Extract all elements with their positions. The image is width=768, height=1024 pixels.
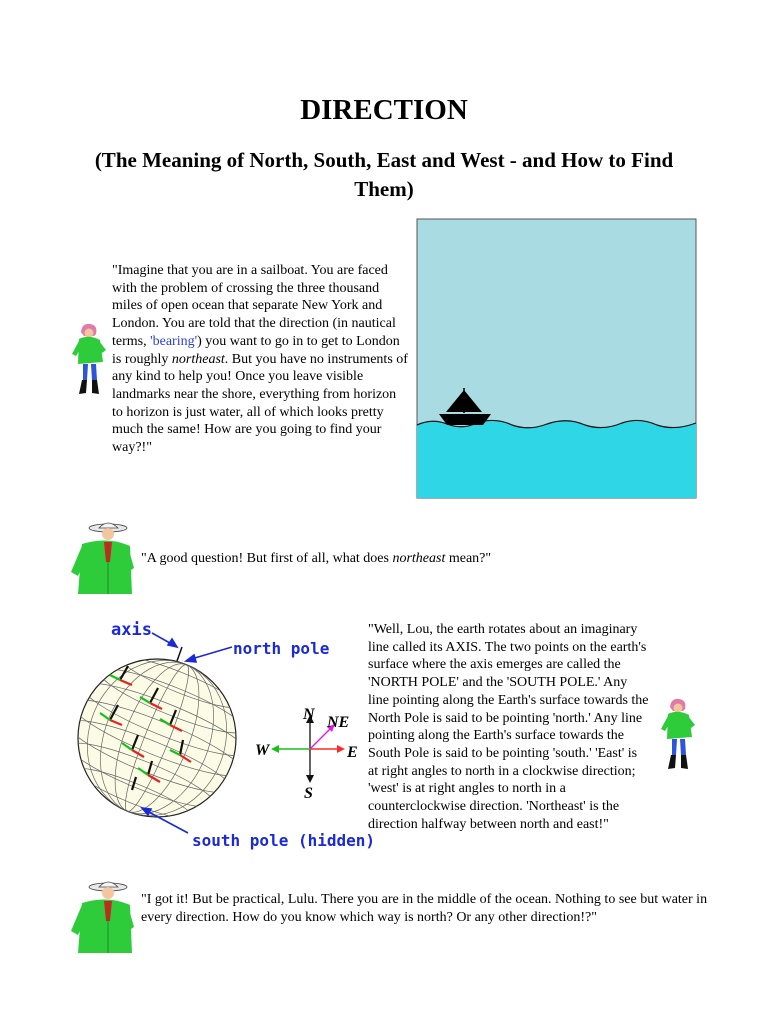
compass-s-label: S bbox=[304, 785, 313, 802]
north-pole-label: north pole bbox=[233, 639, 330, 658]
text: ) you want to go in to get to London is roughly bbox=[112, 333, 400, 367]
emphasis: northeast bbox=[171, 351, 225, 367]
axis-line bbox=[177, 647, 182, 661]
text: mean?" bbox=[445, 551, 492, 566]
text: . But you have no instruments of any kind to help you! Once you leave visible landmarks near the shore, everything from horizon to horizon is just water, all of which looks pretty much the same! How are you going to find your way?!" bbox=[112, 351, 408, 456]
page-subtitle: (The Meaning of North, South, East and West - and How to Find Them) bbox=[94, 148, 674, 201]
ocean-sailboat-image bbox=[417, 219, 696, 498]
page-title: DIRECTION bbox=[300, 94, 468, 126]
globe-diagram bbox=[70, 615, 376, 855]
paragraph-sailboat bbox=[112, 262, 410, 457]
lou-figure-icon bbox=[68, 520, 136, 596]
paragraph-practical: "I got it! But be practical, Lulu. There you are in the middle of the ocean. Nothing to see but water in every direction. How do you know which way is north? Or any other direction!?" bbox=[141, 892, 708, 925]
emphasis: northeast bbox=[392, 551, 446, 566]
south-pole-label: south pole (hidden) bbox=[192, 831, 376, 850]
lulu-figure-icon bbox=[70, 322, 110, 396]
globe-sphere bbox=[78, 659, 236, 817]
axis-label: axis bbox=[111, 620, 152, 640]
compass-ne-label: NE bbox=[327, 714, 350, 731]
compass-rose bbox=[255, 706, 358, 802]
paragraph-axis-explanation: "Well, Lou, the earth rotates about an imaginary line called its AXIS. The two points on the earth's surface where the axis emerges are called the 'NORTH POLE' and the 'SOUTH POLE.' Any line pointing along the Earth's surface towards the North Pole is said to be pointing 'north.' Any line pointing along the Earth's surface towards the South Pole is said to be pointing 'south.' 'East' is at right angles to north in a clockwise direction; 'west' is at right angles to north in a counterclockwise direction. 'Northeast' is the direction halfway between north and east!" bbox=[368, 622, 649, 832]
compass-n-label: N bbox=[303, 706, 315, 723]
text: "A good question! But first of all, what does bbox=[141, 551, 393, 566]
lulu-figure-icon bbox=[659, 697, 699, 771]
compass-e-label: E bbox=[347, 744, 358, 761]
compass-w-label: W bbox=[255, 742, 270, 759]
paragraph-question bbox=[141, 550, 641, 568]
text: "Imagine that you are in a sailboat. You are faced with the problem of crossing the three thousand miles of open ocean that separate New York and London. You are told that the direction (in nautical terms, bbox=[112, 263, 396, 349]
lou-figure-icon bbox=[68, 879, 136, 955]
bearing-link[interactable]: 'bearing' bbox=[150, 333, 198, 349]
